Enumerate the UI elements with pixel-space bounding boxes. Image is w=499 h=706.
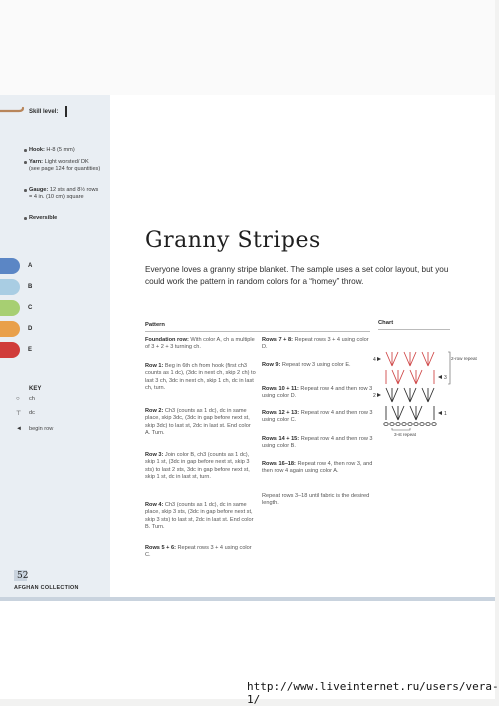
yarn-info: Yarn: Light worsted/ DK (see page 124 for quantities) bbox=[29, 159, 101, 173]
pattern-step: Rows 7 + 8: Repeat rows 3 + 4 using color D. bbox=[262, 337, 369, 351]
chart-row-3 bbox=[386, 370, 434, 384]
row-repeat-label: 2-row repeat bbox=[451, 356, 477, 361]
pattern-step: Rows 12 + 13: Repeat row 4 and then row 3 using color C. bbox=[262, 410, 373, 424]
intro-paragraph: Everyone loves a granny stripe blanket. The sample uses a set color layout, but you could work the pattern in random colors for a “homey” throw. bbox=[145, 265, 449, 286]
begin-row-arrow-icon: ◄ bbox=[16, 426, 22, 432]
pattern-step: Repeat rows 3–18 until fabric is the desired length. bbox=[262, 493, 370, 507]
watermark-url[interactable]: http://www.liveinternet.ru/users/vera-1/ bbox=[247, 680, 499, 706]
chart-row-1 bbox=[386, 406, 434, 420]
page-title: Granny Stripes bbox=[145, 228, 321, 253]
color-label-c: C bbox=[28, 305, 33, 311]
chart-heading: Chart bbox=[378, 320, 394, 326]
key-chain-label: ch bbox=[29, 396, 35, 402]
color-label-b: B bbox=[28, 284, 33, 290]
row-marker-4: 4 bbox=[373, 357, 376, 363]
color-swatch-a bbox=[0, 258, 20, 274]
pattern-step: Row 4: Ch3 (counts as 1 dc), dc in same place, skip 3 sts, (3dc in gap before next st, skip 3 sts) to last st, 2dc in last st. End color B. Turn. bbox=[145, 502, 254, 530]
row-repeat-bracket bbox=[448, 352, 450, 384]
page-number: 52 bbox=[17, 571, 29, 581]
color-swatch-e bbox=[0, 342, 20, 358]
key-begin-row-label: begin row bbox=[29, 426, 54, 432]
pattern-step: Row 2: Ch3 (counts as 1 dc), dc in same place, skip 3dc, (3dc in gap before next st, skip 3dc) to last st, 2dc in last st. End color A. Turn. bbox=[145, 408, 251, 436]
pattern-step: Foundation row: With color A, ch a multiple of 3 + 2 + 3 turning ch. bbox=[145, 337, 255, 351]
color-label-d: D bbox=[28, 326, 33, 332]
chart-row-2 bbox=[386, 388, 434, 402]
row-marker-3: 3 bbox=[444, 375, 447, 381]
key-dc-label: dc bbox=[29, 410, 35, 416]
pattern-heading: Pattern bbox=[145, 322, 165, 328]
color-swatch-d bbox=[0, 321, 20, 337]
stitch-chart bbox=[372, 340, 477, 440]
chain-symbol-icon: ○ bbox=[16, 396, 20, 402]
skill-level-bar bbox=[65, 106, 67, 117]
pattern-rule bbox=[145, 331, 370, 332]
row-marker-2: 2 bbox=[373, 393, 376, 399]
section-label: AFGHAN COLLECTION bbox=[14, 585, 79, 591]
crochet-hook-icon bbox=[0, 106, 24, 116]
foundation-chain bbox=[384, 423, 436, 426]
hook-info: Hook: H-8 (5 mm) bbox=[29, 147, 101, 154]
color-swatch-b bbox=[0, 279, 20, 295]
color-label-a: A bbox=[28, 263, 33, 269]
key-title: KEY bbox=[29, 386, 42, 392]
color-swatch-c bbox=[0, 300, 20, 316]
scan-top-margin bbox=[0, 0, 495, 95]
chart-rule bbox=[378, 329, 450, 330]
pattern-step: Rows 5 + 6: Repeat rows 3 + 4 using color C. bbox=[145, 545, 252, 559]
row-marker-1: 1 bbox=[444, 411, 447, 417]
chart-row-4 bbox=[386, 352, 434, 366]
pattern-step: Row 9: Repeat row 3 using color E. bbox=[262, 362, 351, 368]
st-repeat-bracket bbox=[392, 428, 410, 430]
pattern-step: Rows 10 + 11: Repeat row 4 and then row 3 using color D. bbox=[262, 386, 373, 400]
st-repeat-label: 3-st repeat bbox=[394, 432, 416, 437]
gauge-info: Gauge: 12 sts and 8½ rows = 4 in. (10 cm) square bbox=[29, 187, 101, 201]
skill-level-label: Skill level: bbox=[29, 109, 59, 115]
color-label-e: E bbox=[28, 347, 33, 353]
dc-symbol-icon: ⊤ bbox=[16, 411, 22, 417]
pattern-step: Rows 16–18: Repeat row 4, then row 3, and then row 4 again using color A. bbox=[262, 461, 373, 475]
pattern-step: Rows 14 + 15: Repeat row 4 and then row 3 using color B. bbox=[262, 436, 373, 450]
pattern-step: Row 3: Join color B, ch3 (counts as 1 dc), skip 1 st, (3dc in gap before next st, skip 3 sts) to last 2 sts, 3dc in gap before next st, skip 1 st, dc in last st, turn. bbox=[145, 452, 250, 480]
reversible-info: Reversible bbox=[29, 215, 101, 222]
pattern-step: Row 1: Beg in 6th ch from hook (first ch3 counts as 1 dc), (3dc in next ch, skip 2 ch) to last 3 ch, 3dc in next ch, skip 1 ch, dc in last ch, turn. bbox=[145, 363, 256, 391]
